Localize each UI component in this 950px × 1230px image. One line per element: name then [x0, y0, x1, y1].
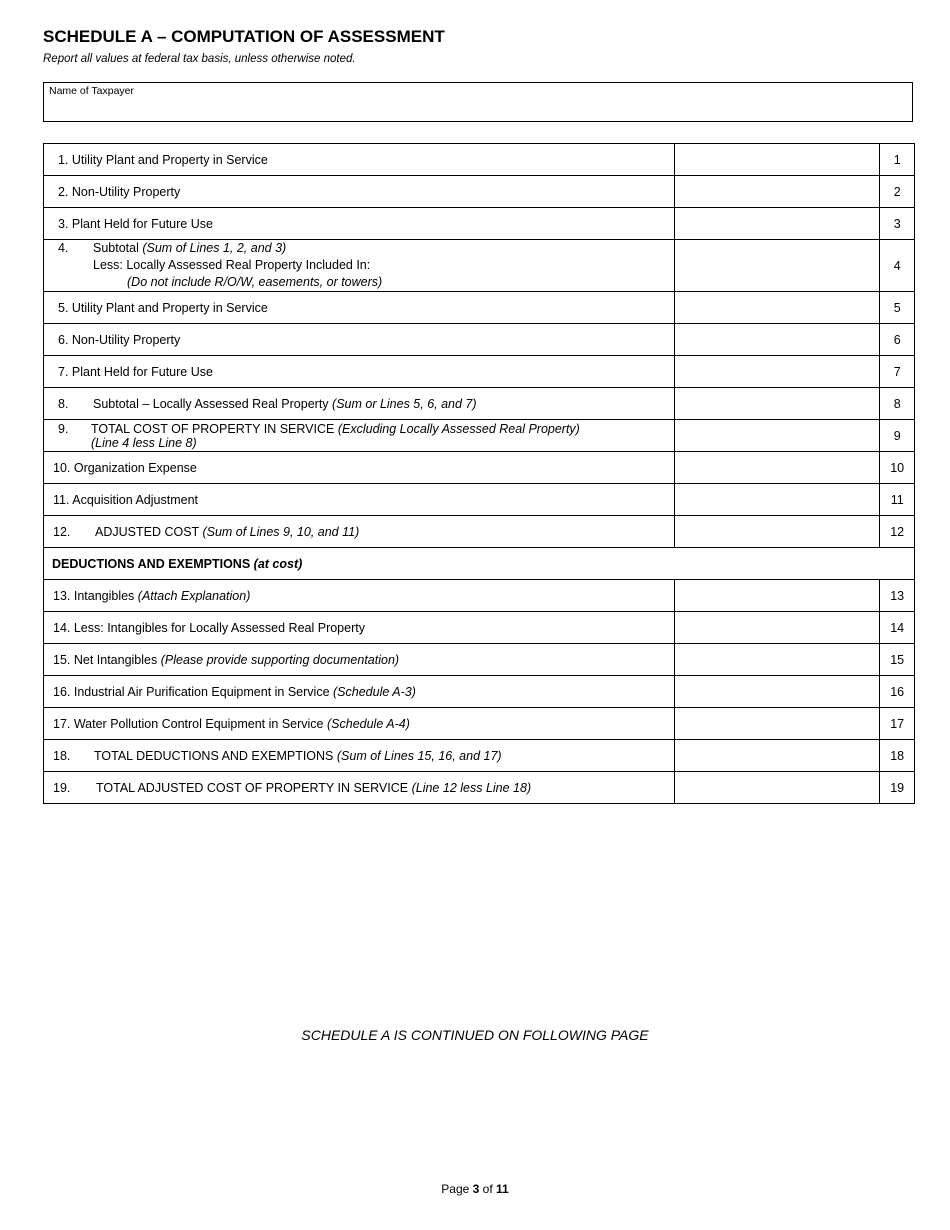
- line-5-input[interactable]: [675, 294, 879, 322]
- line-17-row: [44, 708, 915, 740]
- line-7-label: 7. Plant Held for Future Use: [44, 356, 675, 388]
- continued-notice: SCHEDULE A IS CONTINUED ON FOLLOWING PAGE: [301, 1027, 649, 1043]
- line-15-cell: [44, 644, 675, 676]
- line-15-row: [44, 644, 915, 676]
- line-12-row: [44, 516, 915, 548]
- footer-of-word: of: [482, 1182, 493, 1196]
- deductions-section-label: DEDUCTIONS AND EXEMPTIONS: [52, 556, 251, 571]
- assessment-table: [43, 143, 915, 804]
- line-15-number: 15: [880, 644, 915, 676]
- line-8-label: Subtotal – Locally Assessed Real Property: [93, 396, 329, 411]
- line-6-number: 6: [880, 324, 915, 356]
- deductions-section-heading: [44, 548, 915, 580]
- line-4-row: [44, 240, 915, 292]
- line-4-prefix: 4.: [58, 241, 69, 255]
- line-19-row: [44, 772, 915, 804]
- line-8-cell: [44, 388, 675, 420]
- taxpayer-name-input[interactable]: [49, 99, 905, 119]
- deductions-section-row: [44, 548, 915, 580]
- line-3-number: 3: [880, 208, 915, 240]
- line-12-label: ADJUSTED COST: [95, 524, 199, 539]
- line-9-number: 9: [880, 420, 915, 452]
- line-12-cell: [44, 516, 675, 548]
- line-4-cell: [44, 240, 675, 292]
- line-8-row: [44, 388, 915, 420]
- line-11-row: [44, 484, 915, 516]
- line-17-cell: [44, 708, 675, 740]
- line-16-cell: [44, 676, 675, 708]
- taxpayer-name-box: [43, 82, 913, 122]
- line-4-input[interactable]: [675, 252, 879, 280]
- line-10-label: 10. Organization Expense: [44, 452, 675, 484]
- line-11-number: 11: [880, 484, 915, 516]
- line-17-label: 17. Water Pollution Control Equipment in Service: [53, 716, 324, 731]
- line-13-cell: [44, 580, 675, 612]
- line-18-row: [44, 740, 915, 772]
- line-18-cell: [44, 740, 675, 772]
- line-6-label: 6. Non-Utility Property: [44, 324, 675, 356]
- line-5-label: 5. Utility Plant and Property in Service: [44, 292, 675, 324]
- line-9-note: (Excluding Locally Assessed Real Property): [337, 421, 580, 436]
- line-7-row: [44, 356, 915, 388]
- line-9-input[interactable]: [675, 422, 879, 450]
- line-17-note: (Schedule A-4): [327, 716, 410, 731]
- line-4-label: Subtotal: [93, 241, 139, 255]
- line-1-number: 1: [880, 144, 915, 176]
- line-2-input[interactable]: [675, 178, 879, 206]
- line-9-row: [44, 420, 915, 452]
- line-13-number: 13: [880, 580, 915, 612]
- line-12-input[interactable]: [675, 518, 879, 546]
- footer-page-word: Page: [441, 1182, 470, 1196]
- line-7-number: 7: [880, 356, 915, 388]
- line-19-number: 19: [880, 772, 915, 804]
- line-8-note: (Sum or Lines 5, 6, and 7): [332, 396, 477, 411]
- line-14-input[interactable]: [675, 614, 879, 642]
- line-1-input[interactable]: [675, 146, 879, 174]
- line-18-prefix: 18.: [53, 748, 71, 763]
- line-12-note: (Sum of Lines 9, 10, and 11): [202, 524, 360, 539]
- line-15-note: (Please provide supporting documentation): [160, 652, 400, 667]
- line-6-row: [44, 324, 915, 356]
- line-8-number: 8: [880, 388, 915, 420]
- footer-page-number: 3: [472, 1182, 480, 1196]
- footer-page-total: 11: [496, 1182, 509, 1196]
- line-4-number: 4: [880, 240, 915, 292]
- line-5-number: 5: [880, 292, 915, 324]
- line-17-number: 17: [880, 708, 915, 740]
- line-5-row: [44, 292, 915, 324]
- line-3-input[interactable]: [675, 210, 879, 238]
- line-16-input[interactable]: [675, 678, 879, 706]
- line-10-number: 10: [880, 452, 915, 484]
- line-2-label: 2. Non-Utility Property: [44, 176, 675, 208]
- line-10-input[interactable]: [675, 454, 879, 482]
- line-4-note: (Sum of Lines 1, 2, and 3): [142, 241, 287, 255]
- line-17-input[interactable]: [675, 710, 879, 738]
- line-3-label: 3. Plant Held for Future Use: [44, 208, 675, 240]
- line-13-note: (Attach Explanation): [137, 588, 251, 603]
- line-19-label: TOTAL ADJUSTED COST OF PROPERTY IN SERVICE: [96, 780, 409, 795]
- line-12-prefix: 12.: [53, 524, 71, 539]
- line-3-row: [44, 208, 915, 240]
- page-footer: [0, 1182, 950, 1196]
- line-16-label: 16. Industrial Air Purification Equipment in Service: [53, 684, 330, 699]
- line-14-number: 14: [880, 612, 915, 644]
- line-13-row: [44, 580, 915, 612]
- line-16-row: [44, 676, 915, 708]
- line-14-row: [44, 612, 915, 644]
- line-9-cell: [44, 420, 675, 452]
- line-8-input[interactable]: [675, 390, 879, 418]
- line-4-label2: Less: Locally Assessed Real Property Included In:: [93, 258, 371, 272]
- line-18-note: (Sum of Lines 15, 16, and 17): [336, 748, 502, 763]
- line-9-note2: (Line 4 less Line 8): [91, 435, 197, 450]
- line-9-label: TOTAL COST OF PROPERTY IN SERVICE: [91, 421, 335, 436]
- line-18-input[interactable]: [675, 742, 879, 770]
- line-6-input[interactable]: [675, 326, 879, 354]
- line-19-note: (Line 12 less Line 18): [411, 780, 532, 795]
- line-16-number: 16: [880, 676, 915, 708]
- taxpayer-name-label: Name of Taxpayer: [49, 85, 135, 97]
- line-1-row: [44, 144, 915, 176]
- line-19-prefix: 19.: [53, 780, 71, 795]
- line-19-cell: [44, 772, 675, 804]
- line-12-number: 12: [880, 516, 915, 548]
- line-7-input[interactable]: [675, 358, 879, 386]
- line-15-label: 15. Net Intangibles: [53, 652, 158, 667]
- line-14-label: 14. Less: Intangibles for Locally Assessed Real Property: [44, 612, 675, 644]
- line-2-number: 2: [880, 176, 915, 208]
- page-title: SCHEDULE A – COMPUTATION OF ASSESSMENT: [43, 27, 445, 46]
- line-4-note2: (Do not include R/O/W, easements, or towers): [127, 275, 383, 289]
- line-15-input[interactable]: [675, 646, 879, 674]
- line-9-prefix: 9.: [58, 421, 69, 436]
- line-18-label: TOTAL DEDUCTIONS AND EXEMPTIONS: [94, 748, 334, 763]
- line-13-label: 13. Intangibles: [53, 588, 135, 603]
- line-11-label: 11. Acquisition Adjustment: [44, 484, 675, 516]
- line-8-prefix: 8.: [58, 396, 69, 411]
- line-13-input[interactable]: [675, 582, 879, 610]
- line-1-label: 1. Utility Plant and Property in Service: [44, 144, 675, 176]
- line-16-note: (Schedule A-3): [333, 684, 416, 699]
- line-19-input[interactable]: [675, 774, 879, 802]
- line-10-row: [44, 452, 915, 484]
- line-18-number: 18: [880, 740, 915, 772]
- page-subtitle: Report all values at federal tax basis, unless otherwise noted.: [43, 53, 356, 65]
- line-2-row: [44, 176, 915, 208]
- line-11-input[interactable]: [675, 486, 879, 514]
- deductions-section-note: (at cost): [253, 556, 303, 571]
